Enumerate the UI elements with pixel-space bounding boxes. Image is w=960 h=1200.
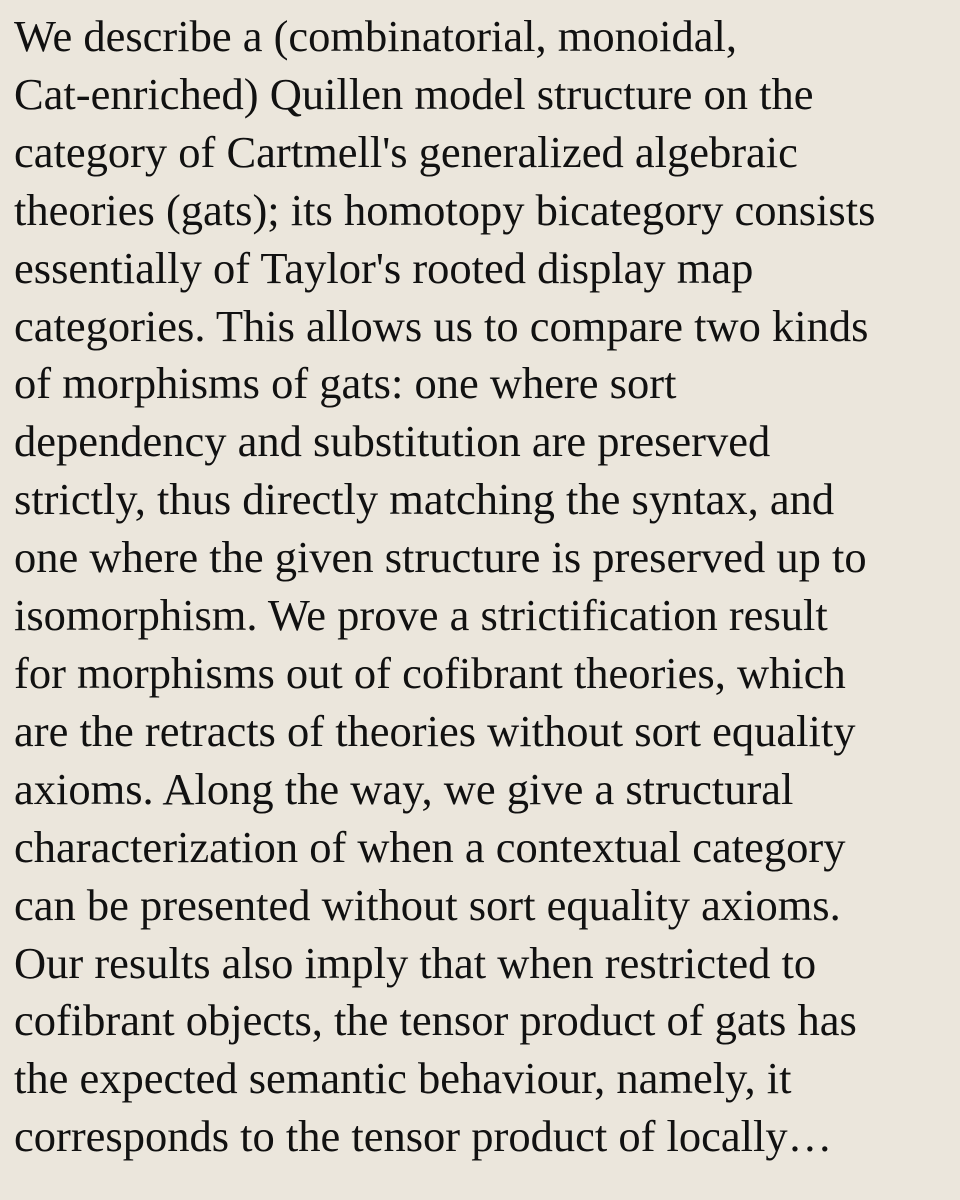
abstract-line-8: dependency and substitution are preserved (14, 416, 771, 467)
abstract-line-20: corresponds to the tensor product of locally… (14, 1111, 833, 1162)
abstract-line-7: of morphisms of gats: one where sort (14, 358, 677, 409)
abstract-line-9: strictly, thus directly matching the syntax, and (14, 474, 835, 525)
abstract-line-10: one where the given structure is preserved up to (14, 532, 867, 583)
abstract-line-6: categories. This allows us to compare two kinds (14, 300, 869, 351)
abstract-line-18: cofibrant objects, the tensor product of gats has (14, 995, 857, 1046)
abstract-line-15: characterization of when a contextual category (14, 821, 846, 872)
abstract-line-14: axioms. Along the way, we give a structural (14, 763, 794, 814)
abstract-line-16: can be presented without sort equality axioms. (14, 879, 841, 930)
abstract-line-3: category of Cartmell's generalized algebraic (14, 126, 798, 177)
abstract-line-1: We describe a (combinatorial, monoidal, (14, 11, 737, 61)
abstract-line-19: the expected semantic behaviour, namely, it (14, 1053, 792, 1104)
abstract-line-17: Our results also imply that when restricted to (14, 937, 817, 988)
abstract-line-4: theories (gats); its homotopy bicategory consists (14, 184, 876, 235)
abstract-line-5: essentially of Taylor's rooted display map (14, 242, 754, 293)
abstract-line-11: isomorphism. We prove a strictification result (14, 590, 828, 641)
abstract-line-12: for morphisms out of cofibrant theories, which (14, 647, 846, 698)
abstract-text (14, 8, 946, 1166)
abstract-line-13: are the retracts of theories without sort equality (14, 705, 856, 756)
abstract-line-2: Cat-enriched) Quillen model structure on the (14, 68, 814, 119)
